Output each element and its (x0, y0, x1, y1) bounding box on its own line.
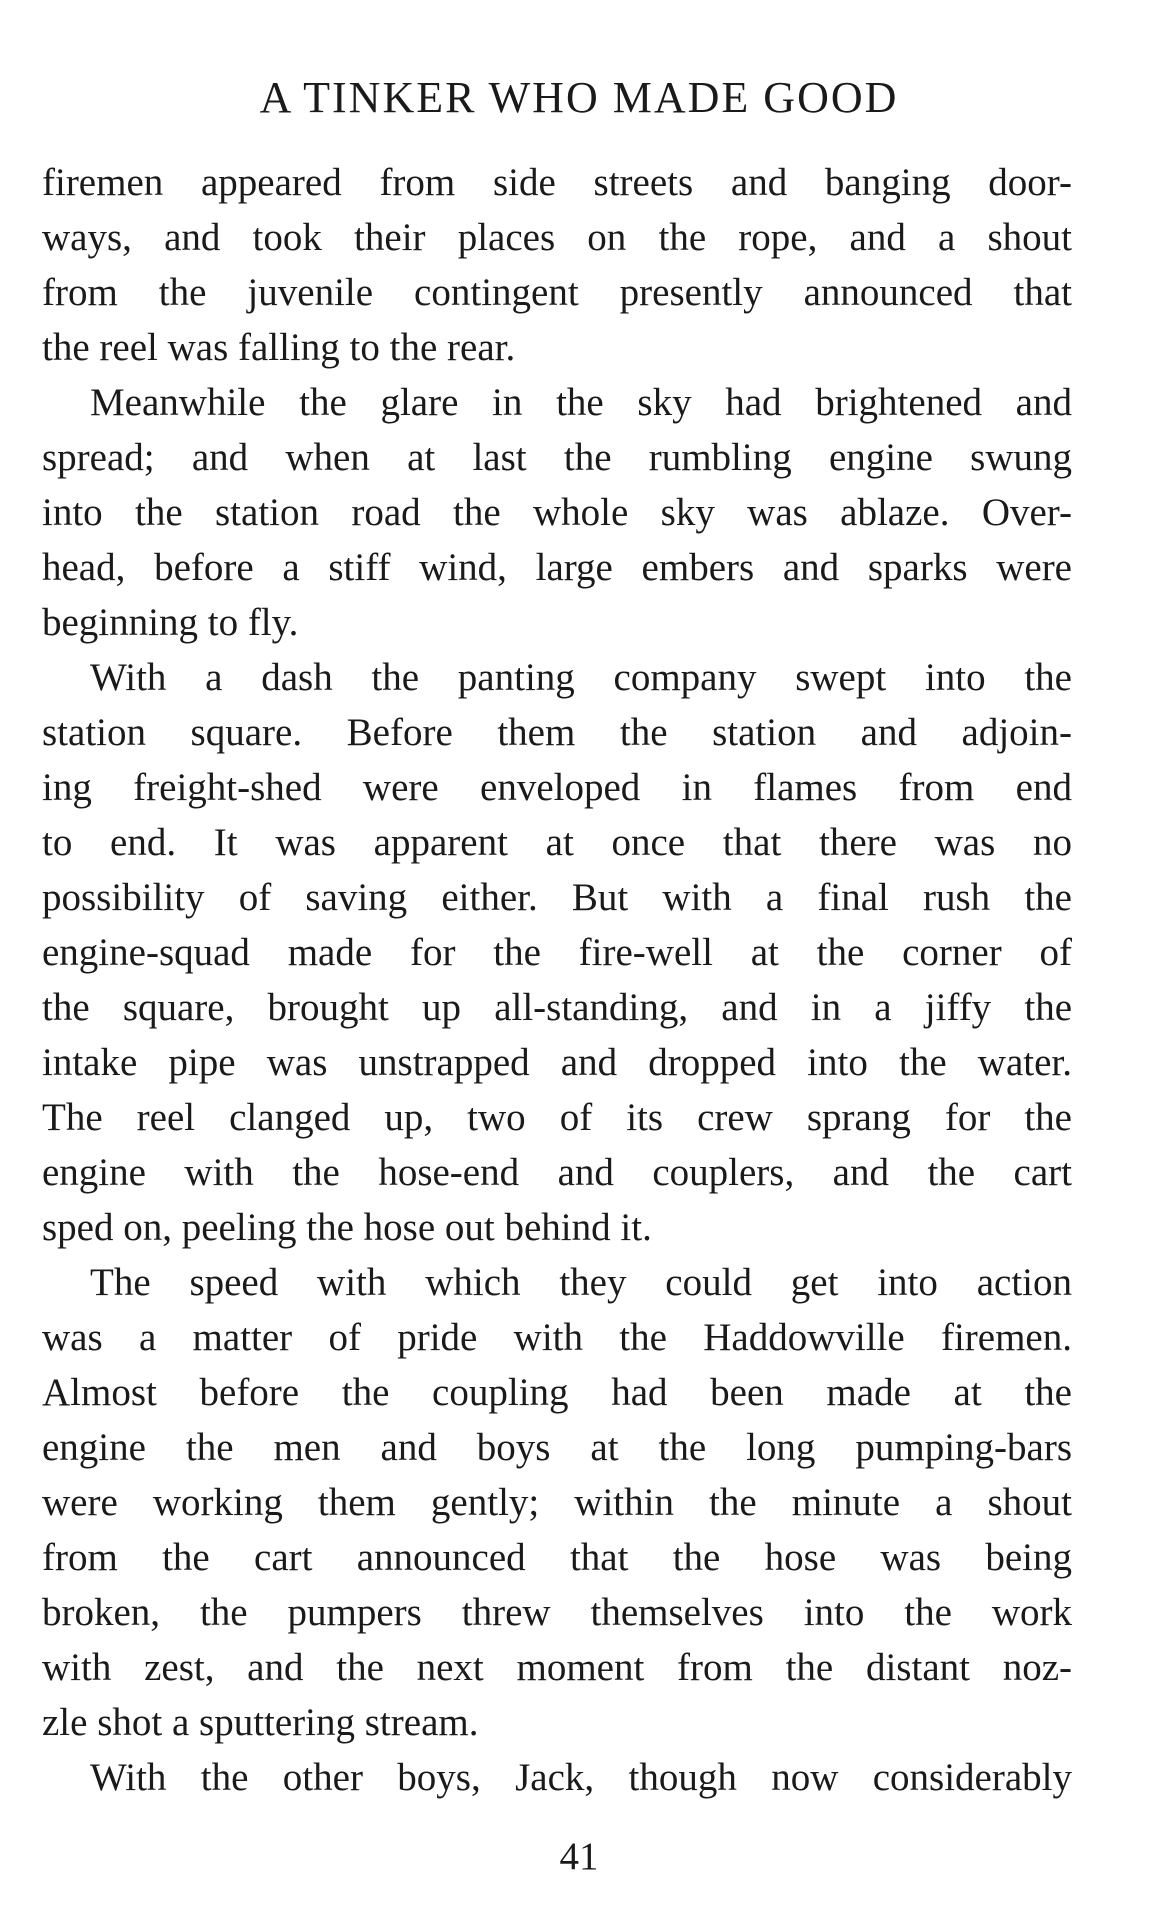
text-line: engine the men and boys at the long pumping-bars (42, 1426, 1072, 1469)
text-line: intake pipe was unstrapped and dropped into the water. (42, 1041, 1072, 1084)
text-line: engine with the hose-end and couplers, and the cart (42, 1151, 1072, 1194)
text-line: the square, brought up all-standing, and in a jiffy the (42, 986, 1072, 1029)
text-line: possibility of saving either. But with a final rush the (42, 876, 1072, 919)
paragraph-first-line: Meanwhile the glare in the sky had brightened and (90, 381, 1072, 424)
paragraph-first-line: With the other boys, Jack, though now considerably (90, 1756, 1072, 1799)
text-line: from the juvenile contingent presently announced that (42, 271, 1072, 314)
text-line: spread; and when at last the rumbling engine swung (42, 436, 1072, 479)
text-line: head, before a stiff wind, large embers and sparks were (42, 546, 1072, 589)
text-line: engine-squad made for the fire-well at the corner of (42, 931, 1072, 974)
text-line: was a matter of pride with the Haddowville firemen. (42, 1316, 1072, 1359)
text-line: from the cart announced that the hose was being (42, 1536, 1072, 1579)
text-line: into the station road the whole sky was ablaze. Over- (42, 491, 1072, 534)
running-head-title: A TINKER WHO MADE GOOD (259, 73, 899, 122)
text-line: the reel was falling to the rear. (42, 326, 516, 369)
text-line: Almost before the coupling had been made at the (42, 1371, 1072, 1414)
text-line: ways, and took their places on the rope, and a shout (42, 216, 1072, 259)
text-line: broken, the pumpers threw themselves into the work (42, 1591, 1072, 1634)
body-text (42, 155, 1072, 1805)
text-line: beginning to fly. (42, 601, 299, 644)
paragraph-first-line: The speed with which they could get into action (90, 1261, 1072, 1304)
text-line: ing freight-shed were enveloped in flames from end (42, 766, 1072, 809)
text-line: zle shot a sputtering stream. (42, 1701, 479, 1744)
text-line: to end. It was apparent at once that there was no (42, 821, 1072, 864)
text-line: The reel clanged up, two of its crew sprang for the (42, 1096, 1072, 1139)
text-line: station square. Before them the station and adjoin- (42, 711, 1072, 754)
text-line: sped on, peeling the hose out behind it. (42, 1206, 652, 1249)
paragraph-first-line: With a dash the panting company swept into the (90, 656, 1072, 699)
page-number: 41 (559, 1835, 599, 1878)
text-line: with zest, and the next moment from the distant noz- (42, 1646, 1072, 1689)
text-line: firemen appeared from side streets and banging door- (42, 161, 1072, 204)
text-line: were working them gently; within the minute a shout (42, 1481, 1072, 1524)
